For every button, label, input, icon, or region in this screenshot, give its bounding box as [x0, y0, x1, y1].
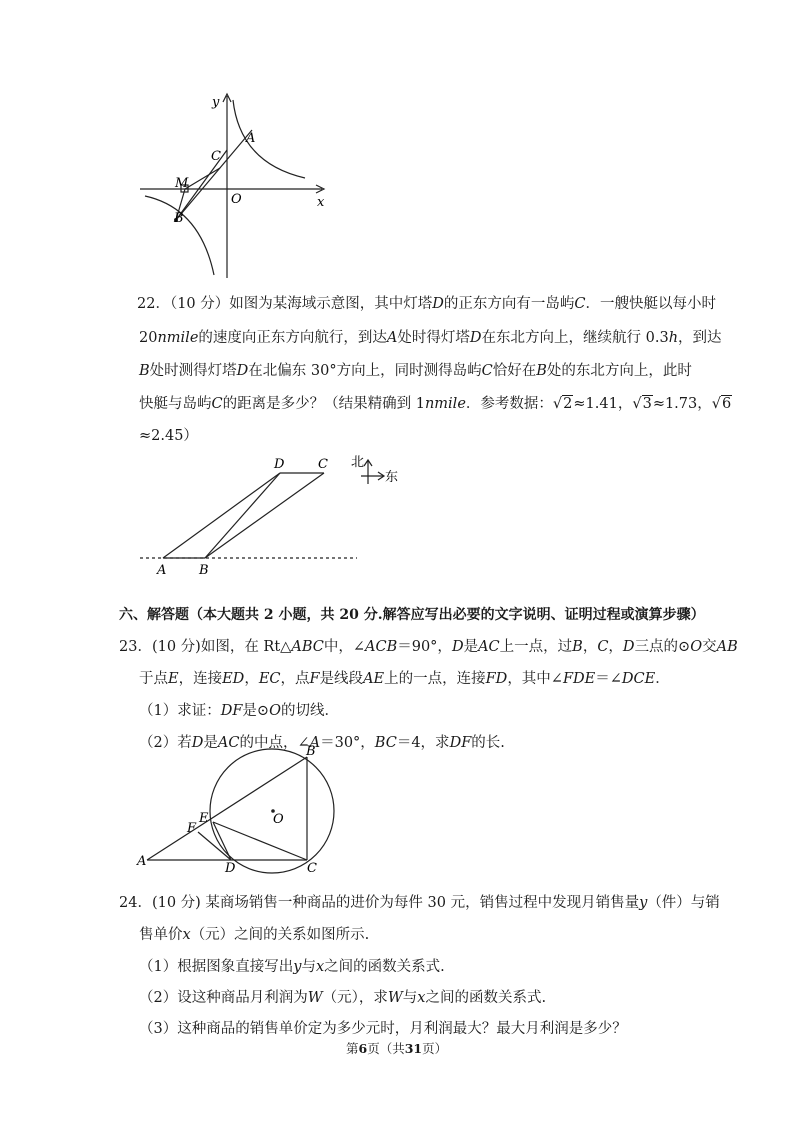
- var: B: [572, 639, 583, 655]
- var-d: D: [432, 296, 444, 312]
- var: O: [269, 703, 281, 719]
- page-number: 6: [358, 1041, 368, 1056]
- label-a: A: [157, 563, 167, 578]
- line-ad: [163, 473, 280, 558]
- text: （元）之间的关系如图所示.: [190, 927, 370, 943]
- var: y: [293, 959, 302, 975]
- text: 24．(10 分) 某商场销售一种商品的进价为每件 30 元，销售过程中发现月销售量: [119, 895, 640, 911]
- q24-line2: [139, 925, 369, 946]
- q22-line4: [139, 394, 732, 415]
- text: 是⊙: [242, 703, 270, 719]
- line-fd: [198, 832, 231, 860]
- q22-line5: [139, 426, 198, 447]
- var: y: [639, 895, 648, 911]
- text: ≈2.45）: [139, 428, 198, 444]
- page-footer: [346, 1038, 447, 1059]
- var-d: D: [469, 330, 482, 346]
- text: （元），求: [322, 990, 388, 1006]
- line-bc: [205, 473, 324, 558]
- text: 是: [203, 735, 218, 751]
- var: EC: [258, 671, 281, 687]
- line-mc: [185, 168, 220, 189]
- text: ，: [582, 639, 598, 655]
- text: 之间的函数关系式.: [425, 990, 547, 1006]
- var: D: [451, 639, 464, 655]
- var: D: [622, 639, 635, 655]
- label-east: 东: [385, 470, 399, 485]
- text: ．一艘快艇以每小时: [585, 296, 717, 312]
- text: ＝∠: [595, 671, 622, 687]
- label-d: D: [225, 861, 236, 875]
- sqrt-3: √3: [632, 396, 652, 412]
- var: DF: [220, 703, 243, 719]
- figure-sea-map: [135, 448, 415, 578]
- q22-line1: [137, 294, 716, 315]
- var: ACB: [365, 639, 398, 655]
- text: 三点的⊙: [634, 639, 691, 655]
- text: 的长.: [471, 735, 505, 751]
- text: 在东北方向上，继续航行 0.3: [481, 330, 669, 346]
- text: 恰好在: [492, 363, 537, 379]
- text: ＝30°，: [320, 735, 375, 751]
- text: 23．(10 分)如图，在 Rt△: [119, 639, 292, 655]
- sqrt-6: √6: [711, 396, 732, 412]
- text: ，点: [280, 671, 310, 687]
- text: 的距离是多少？（结果精确到 1: [222, 396, 425, 412]
- text: ≈1.73，: [652, 396, 712, 412]
- var: FDE: [562, 671, 596, 687]
- var: AE: [363, 671, 385, 687]
- var: AC: [478, 639, 500, 655]
- var: AB: [716, 639, 738, 655]
- label-o: O: [273, 812, 284, 827]
- var: AC: [217, 735, 240, 751]
- text: ＝4，求: [396, 735, 450, 751]
- var: ABC: [291, 639, 324, 655]
- sqrt-2: √2: [552, 396, 573, 412]
- label-b: B: [306, 745, 316, 759]
- var-a: A: [386, 330, 398, 346]
- var-c: C: [574, 296, 586, 312]
- text: ，到达: [678, 330, 722, 346]
- text: 之间的函数关系式.: [324, 959, 445, 975]
- text: 是: [463, 639, 479, 655]
- text: 是线段: [319, 671, 364, 687]
- label-f: F: [187, 821, 197, 836]
- var-b: B: [536, 363, 547, 379]
- text: 页）: [422, 1041, 448, 1056]
- var: ED: [222, 671, 245, 687]
- text: ≈1.41，: [573, 396, 633, 412]
- text: ，连接: [178, 671, 223, 687]
- var: BC: [374, 735, 397, 751]
- text: ．: [655, 671, 670, 687]
- text: 20: [139, 330, 158, 346]
- radicand: 6: [722, 396, 732, 412]
- text: （件）与销: [647, 895, 720, 911]
- var: x: [315, 959, 325, 975]
- text: （2）若: [139, 735, 192, 751]
- var: D: [191, 735, 204, 751]
- label-y: y: [212, 95, 220, 110]
- text: 的切线．: [280, 703, 339, 719]
- label-c: C: [318, 457, 328, 472]
- figure-circle: [135, 745, 340, 875]
- text: 的中点，∠: [239, 735, 310, 751]
- text: 的速度向正东方向航行，到达: [198, 330, 387, 346]
- label-c: C: [211, 149, 221, 164]
- text: ，: [608, 639, 623, 655]
- q22-line2: [139, 328, 722, 349]
- text: 页（共: [367, 1041, 405, 1056]
- q24-part3: [139, 1019, 627, 1040]
- label-c: C: [307, 861, 317, 875]
- line-bd: [205, 473, 280, 558]
- text: 中，∠: [323, 639, 365, 655]
- q24-line1: [119, 893, 720, 914]
- label-north: 北: [351, 455, 365, 470]
- label-x: x: [317, 195, 325, 210]
- text: ，其中∠: [507, 671, 563, 687]
- text: 快艇与岛屿: [139, 396, 212, 412]
- q23-line2: [139, 669, 670, 690]
- text: （2）设这种商品月利润为: [139, 990, 308, 1006]
- var: E: [168, 671, 179, 687]
- text: 处时测得灯塔: [149, 363, 237, 379]
- q24-part1: [139, 957, 445, 978]
- var-c: C: [481, 363, 493, 379]
- var: DCE: [621, 671, 656, 687]
- text: 22．（10 分）如图为某海域示意图，其中灯塔: [137, 296, 433, 312]
- label-e: E: [199, 811, 209, 826]
- q22-line3: [139, 361, 692, 382]
- unit-nmile: nmile: [424, 396, 466, 412]
- label-a: A: [137, 854, 147, 869]
- q23-line1: [119, 637, 738, 658]
- text: 与: [301, 959, 316, 975]
- var: F: [309, 671, 320, 687]
- text: 处的东北方向上，此时: [546, 363, 692, 379]
- var-c: C: [211, 396, 223, 412]
- var: FD: [485, 671, 508, 687]
- unit-nmile: nmile: [157, 330, 199, 346]
- var: A: [309, 735, 321, 751]
- line-ab: [147, 757, 307, 860]
- total-pages: 31: [404, 1041, 423, 1056]
- figure-hyperbola: [130, 88, 340, 283]
- text: 上一点，过: [499, 639, 573, 655]
- q23-part1: [139, 701, 339, 722]
- text: ．参考数据：: [465, 396, 553, 412]
- var: DF: [449, 735, 472, 751]
- text: ，: [244, 671, 259, 687]
- q24-part2: [139, 988, 546, 1009]
- text: 上的一点，连接: [384, 671, 486, 687]
- var: O: [690, 639, 703, 655]
- text: 处时得灯塔: [397, 330, 470, 346]
- section-heading: [119, 605, 705, 626]
- var: W: [387, 990, 403, 1006]
- var-b: B: [139, 363, 150, 379]
- text: ＝90°，: [397, 639, 452, 655]
- text: 第: [346, 1041, 359, 1056]
- text: （3）这种商品的销售单价定为多少元时，月利润最大？最大月利润是多少？: [139, 1021, 627, 1037]
- text: 售单价: [139, 927, 183, 943]
- label-b: B: [199, 563, 209, 578]
- radicand: 2: [563, 396, 573, 412]
- var: x: [417, 990, 426, 1006]
- text: （1）根据图象直接写出: [139, 959, 294, 975]
- var: x: [182, 927, 191, 943]
- label-d: D: [274, 457, 285, 472]
- var: W: [307, 990, 323, 1006]
- text: 在北偏东 30°方向上，同时测得岛屿: [248, 363, 482, 379]
- text: 六、解答题（本大题共 2 小题，共 20 分.解答应写出必要的文字说明、证明过程或演算步骤）: [119, 607, 705, 623]
- text: 交: [702, 639, 717, 655]
- label-m: M: [175, 176, 189, 191]
- radicand: 3: [642, 396, 652, 412]
- label-a: A: [246, 131, 256, 146]
- var: C: [597, 639, 609, 655]
- label-b: B: [174, 211, 184, 226]
- text: 于点: [139, 671, 168, 687]
- unit-h: h: [668, 330, 679, 346]
- text: 与: [402, 990, 418, 1006]
- text: 的正东方向有一岛屿: [443, 296, 575, 312]
- label-o: O: [231, 192, 242, 207]
- text: （1）求证：: [139, 703, 221, 719]
- var-d: D: [236, 363, 249, 379]
